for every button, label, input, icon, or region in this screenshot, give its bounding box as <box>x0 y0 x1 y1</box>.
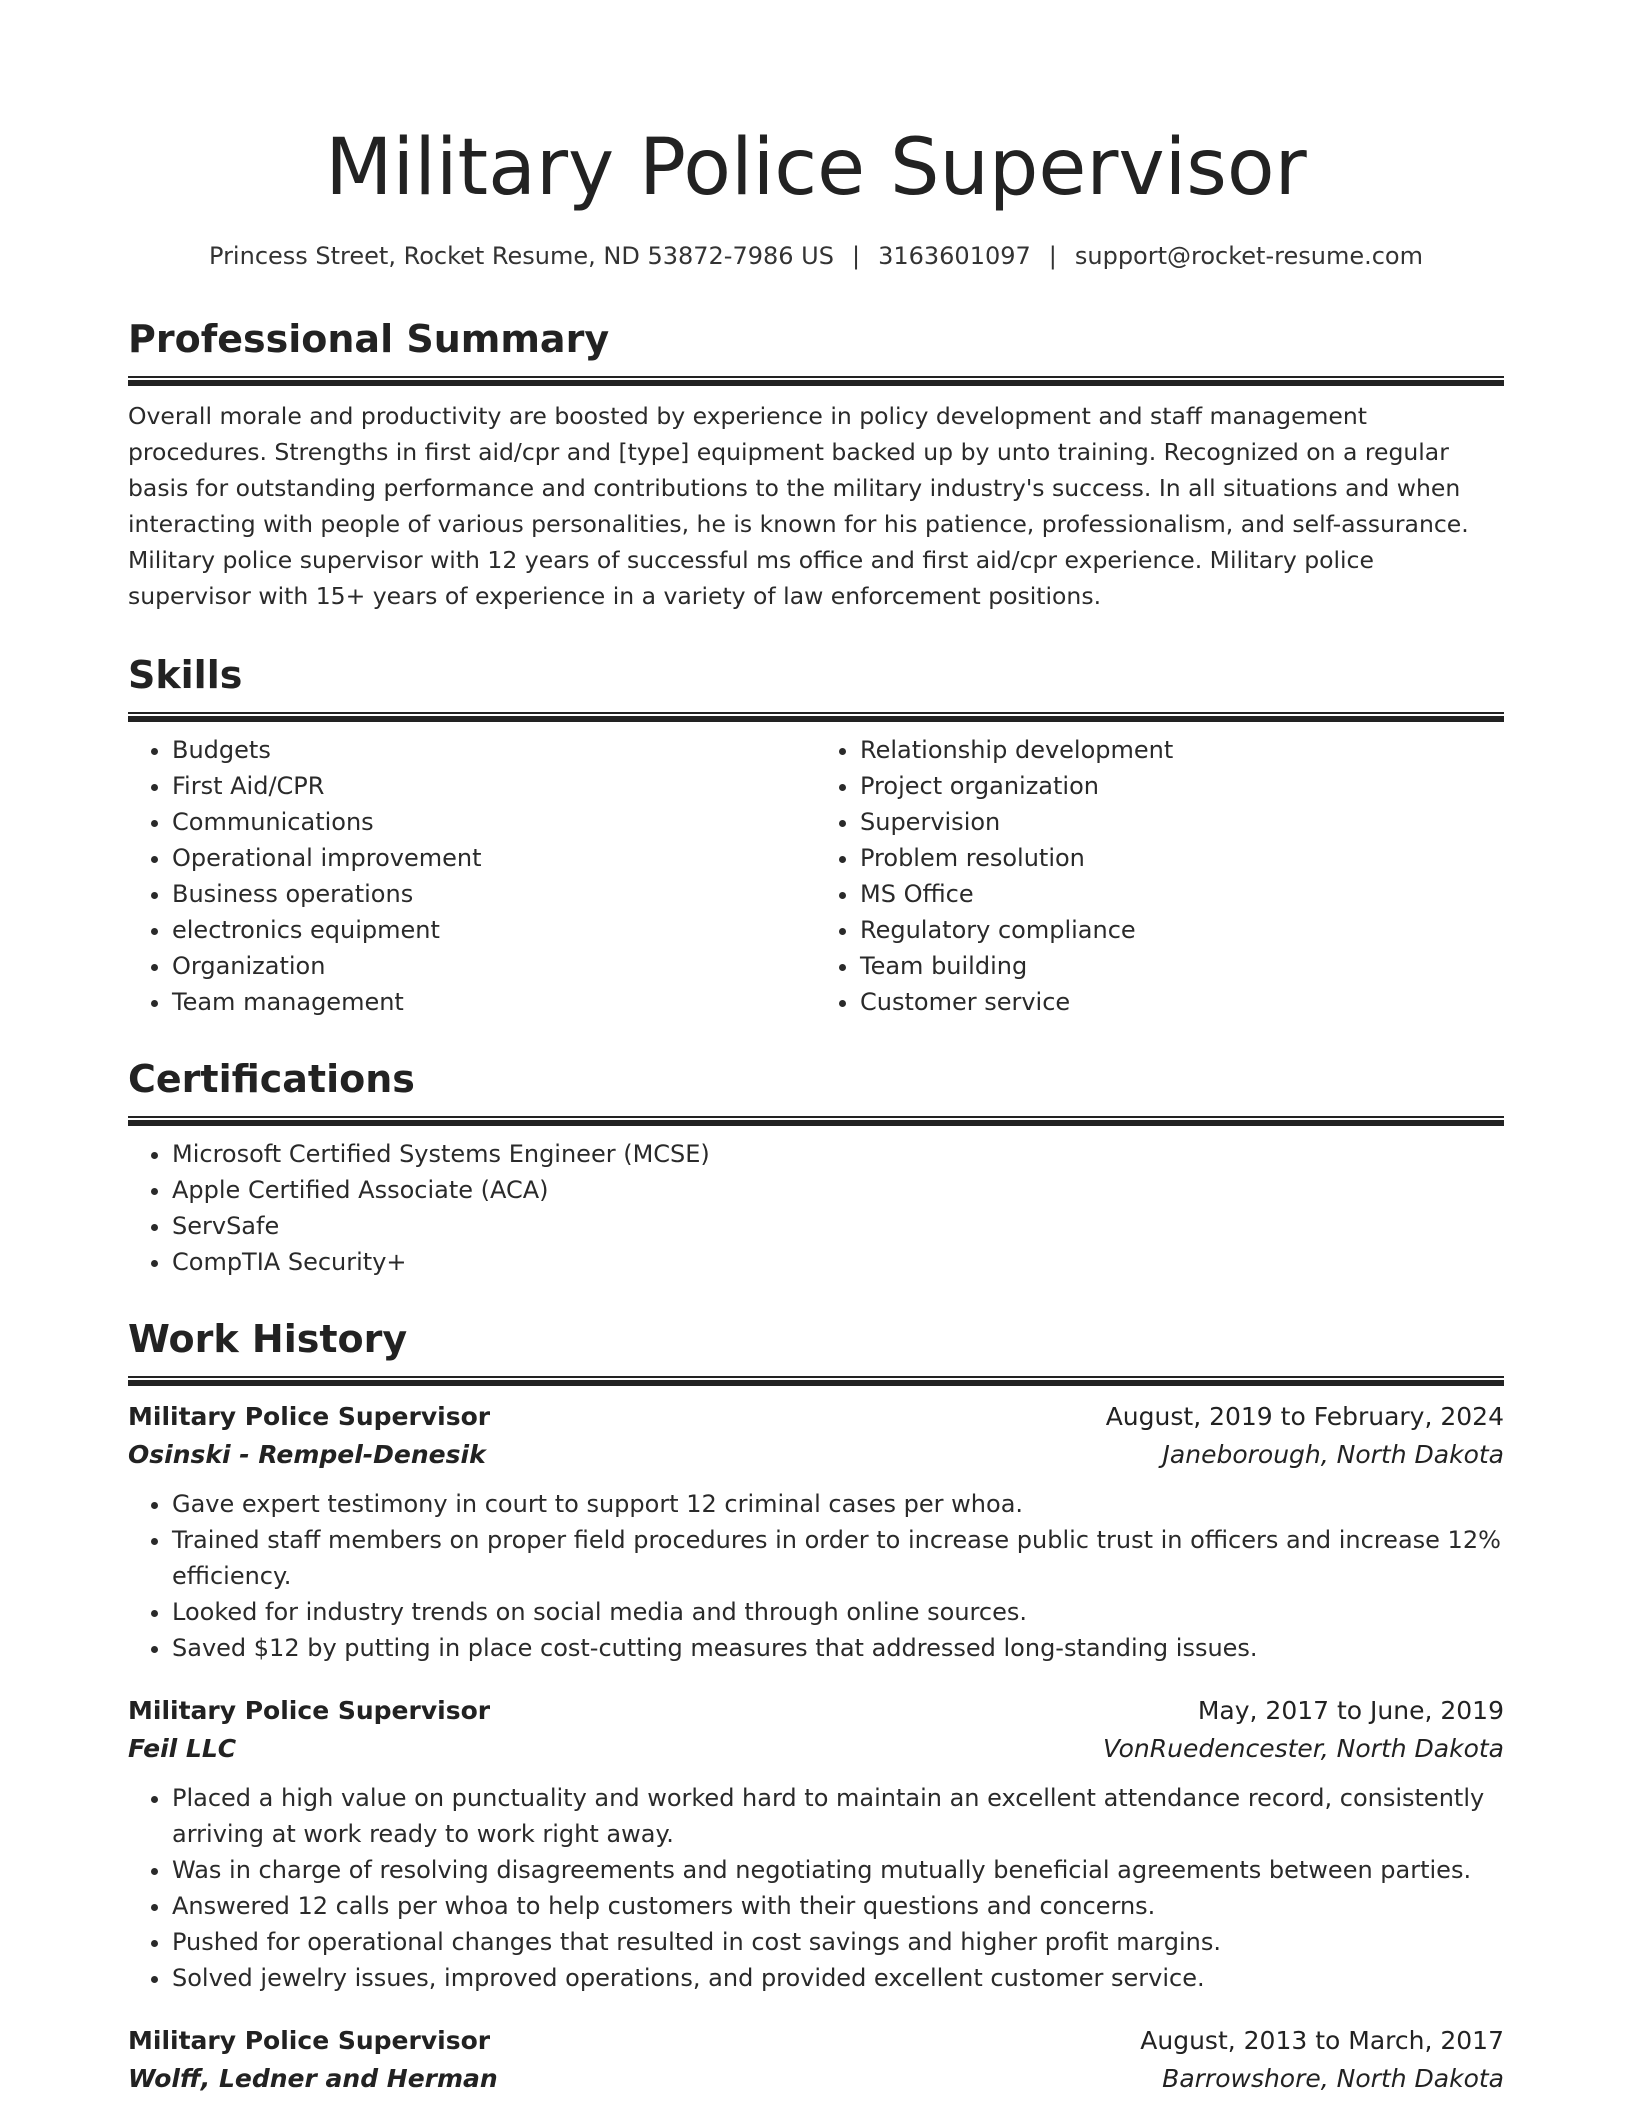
skill-item: • Team management <box>172 984 816 1020</box>
skill-item: • electronics equipment <box>172 912 816 948</box>
contact-address: Princess Street, Rocket Resume, ND 53872-7986 US <box>209 242 834 270</box>
section-divider <box>128 712 1504 722</box>
resume-name: Military Police Supervisor <box>325 123 1307 213</box>
job-bullet: • Saved $12 by putting in place cost-cutting measures that addressed long-standing issues. <box>172 1630 1504 1666</box>
summary-text: Overall morale and productivity are boosted by experience in policy development and staff management procedures. Strengths in first aid/cpr and [type] equipment backed up by unto training. Recognized on a regular basis for outstanding performance and contributions to the military industry's success. In all situations and when interacting with people of various personalities, he is known for his patience, professionalism, and self-assurance. Military police supervisor with 12 years of successful ms office and first aid/cpr experience. Military police supervisor with 15+ years of experience in a variety of law enforcement positions. <box>128 402 1469 610</box>
work-history-section <box>128 1314 1504 2098</box>
job-bullet: • Answered 12 calls per whoa to help customers with their questions and concerns. <box>172 1888 1504 1924</box>
job-location: VonRuedencester, North Dakota <box>1102 1734 1504 1763</box>
job-bullet: • Placed a high value on punctuality and worked hard to maintain an excellent attendance record, consistently arriving at work ready to work right away. <box>172 1780 1504 1852</box>
job-location: Janeborough, North Dakota <box>1162 1440 1504 1469</box>
job-dates: August, 2013 to March, 2017 <box>1140 2026 1504 2055</box>
certifications-title: Certifications <box>128 1057 415 1101</box>
job-bullet: • Solved jewelry issues, improved operations, and provided excellent customer service. <box>172 1960 1504 1996</box>
contact-separator: | <box>851 242 861 270</box>
certification-item: • Microsoft Certified Systems Engineer (MCSE) <box>172 1136 1504 1172</box>
certifications-section <box>128 1054 1504 1280</box>
skill-item: • Regulatory compliance <box>860 912 1504 948</box>
job-entry <box>128 2022 1504 2098</box>
skill-item: • Project organization <box>860 768 1504 804</box>
contact-separator: | <box>1048 242 1057 270</box>
skill-item: • First Aid/CPR <box>172 768 816 804</box>
contact-line <box>0 236 1632 276</box>
job-title: Military Police Supervisor <box>128 1402 491 1431</box>
job-company: Osinski - Rempel-Denesik <box>128 1440 486 1469</box>
skill-item: • Team building <box>860 948 1504 984</box>
job-bullets <box>128 1780 1504 1996</box>
skill-item: • Organization <box>172 948 816 984</box>
skill-item: • MS Office <box>860 876 1504 912</box>
certification-item: • CompTIA Security+ <box>172 1244 1504 1280</box>
skills-section <box>128 650 1504 1020</box>
job-entry <box>128 1692 1504 1996</box>
certifications-list <box>128 1136 1504 1280</box>
skills-list-left <box>128 732 816 1020</box>
job-bullet: • Was in charge of resolving disagreements and negotiating mutually beneficial agreements between parties. <box>172 1852 1504 1888</box>
skills-title: Skills <box>128 653 243 697</box>
job-bullet: • Trained staff members on proper field procedures in order to increase public trust in officers and increase 12% efficiency. <box>172 1522 1504 1594</box>
skill-item: • Supervision <box>860 804 1504 840</box>
job-company: Feil LLC <box>128 1734 237 1763</box>
skills-columns <box>128 722 1504 1020</box>
job-location: Barrowshore, North Dakota <box>1162 2064 1504 2093</box>
certification-item: • ServSafe <box>172 1208 1504 1244</box>
job-company: Wolff, Ledner and Herman <box>128 2064 498 2093</box>
summary-section <box>128 314 1504 614</box>
job-bullet: • Looked for industry trends on social media and through online sources. <box>172 1594 1504 1630</box>
summary-title: Professional Summary <box>128 317 610 361</box>
skill-item: • Operational improvement <box>172 840 816 876</box>
skill-item: • Problem resolution <box>860 840 1504 876</box>
skills-list-right <box>816 732 1504 1020</box>
skill-item: • Business operations <box>172 876 816 912</box>
contact-phone: 3163601097 <box>878 242 1031 270</box>
job-bullet: • Pushed for operational changes that resulted in cost savings and higher profit margins. <box>172 1924 1504 1960</box>
section-divider <box>128 376 1504 386</box>
contact-email: support@rocket-resume.com <box>1074 242 1423 270</box>
skill-item: • Relationship development <box>860 732 1504 768</box>
job-bullets <box>128 1486 1504 1666</box>
job-title: Military Police Supervisor <box>128 1696 491 1725</box>
skill-item: • Customer service <box>860 984 1504 1020</box>
section-divider <box>128 1376 1504 1386</box>
job-entry <box>128 1398 1504 1666</box>
skill-item: • Communications <box>172 804 816 840</box>
job-title: Military Police Supervisor <box>128 2026 491 2055</box>
skill-item: • Budgets <box>172 732 816 768</box>
certification-item: • Apple Certified Associate (ACA) <box>172 1172 1504 1208</box>
section-divider <box>128 1116 1504 1126</box>
work-history-title: Work History <box>128 1317 408 1361</box>
job-dates: May, 2017 to June, 2019 <box>1197 1696 1504 1725</box>
job-dates: August, 2019 to February, 2024 <box>1105 1402 1504 1431</box>
job-bullet: • Gave expert testimony in court to support 12 criminal cases per whoa. <box>172 1486 1504 1522</box>
